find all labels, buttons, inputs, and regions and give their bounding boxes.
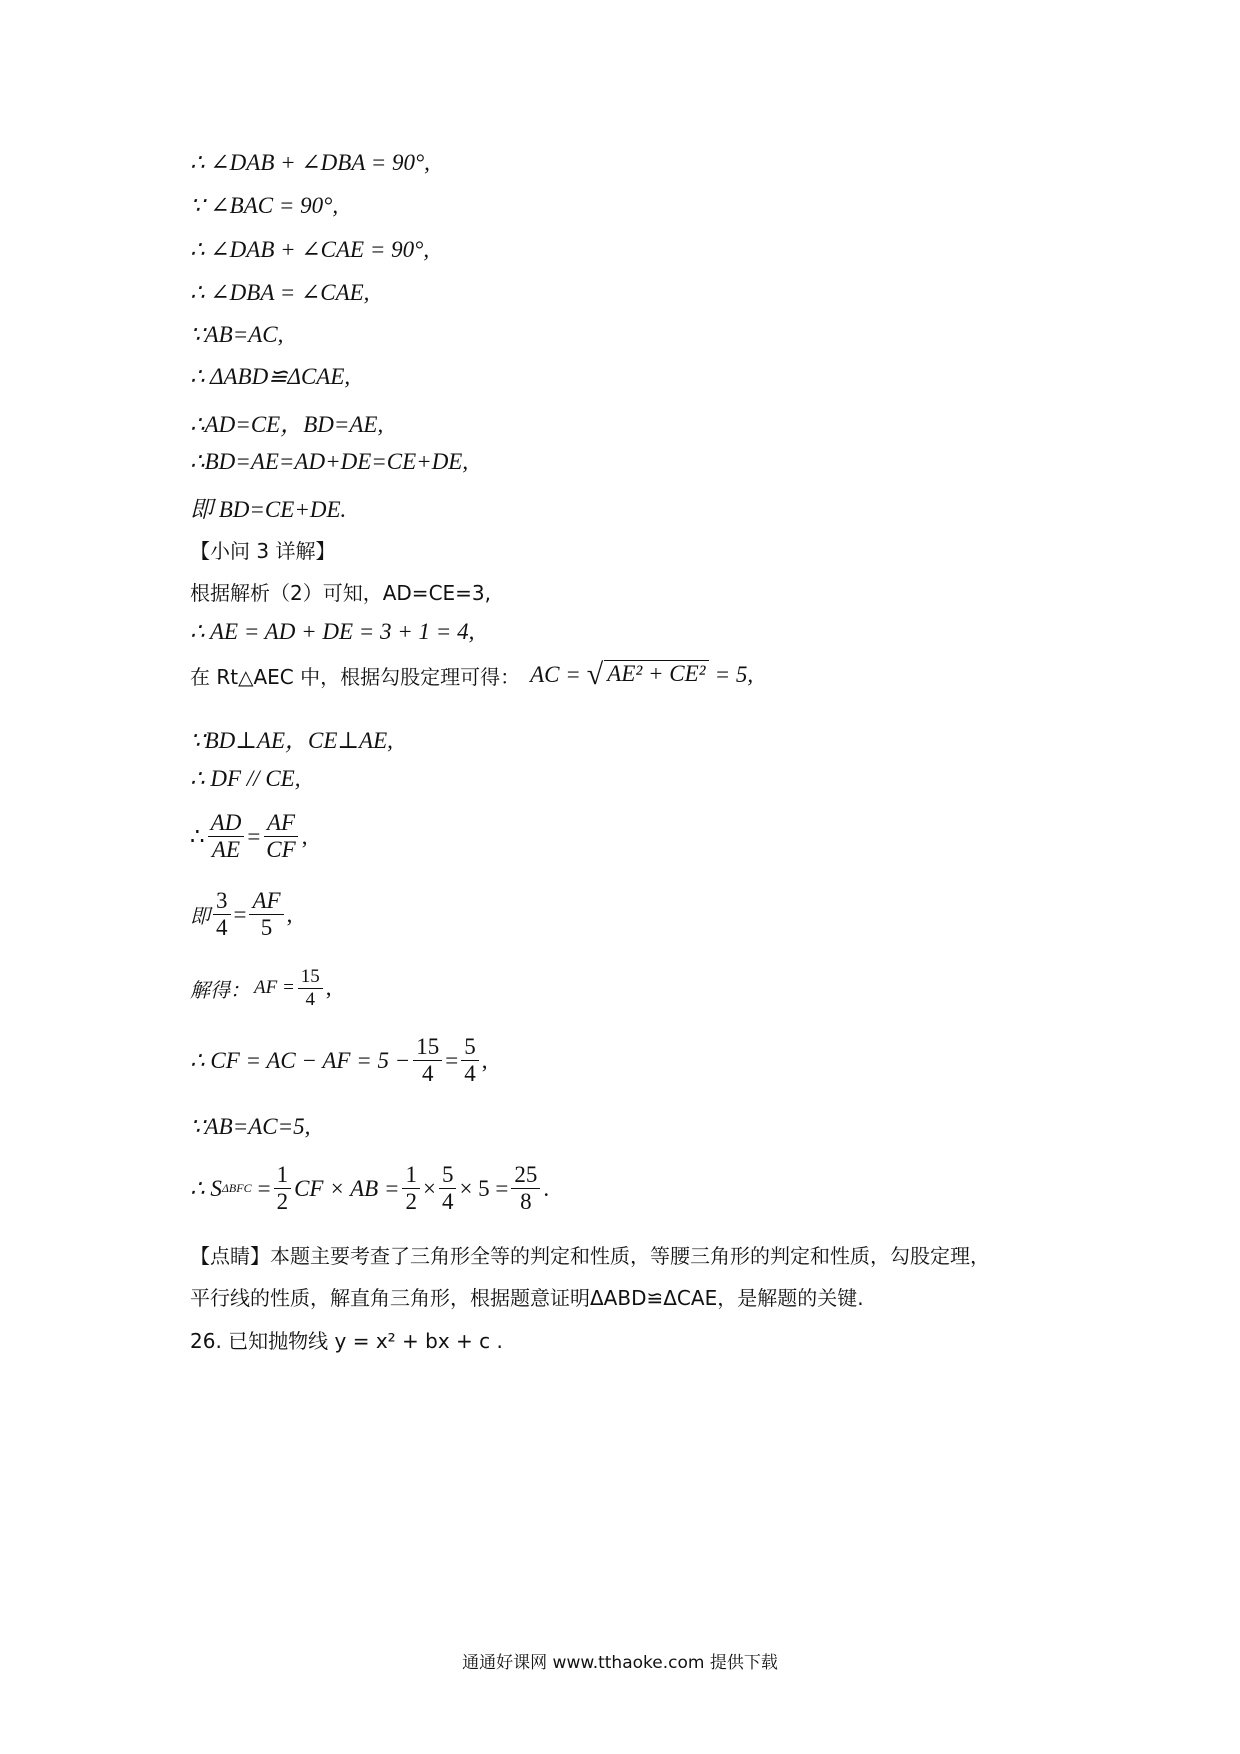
fraction-25-8 [511,1162,540,1216]
proof-line-1: ∴ ∠DAB + ∠DBA = 90°, [190,150,430,175]
proof-line-4: ∴ ∠DBA = ∠CAE, [190,280,370,305]
equals-sign: = [233,901,247,927]
times-sign: × [422,1175,436,1201]
proof-line-3: ∴ ∠DAB + ∠CAE = 90°, [190,237,430,262]
solve-line [190,966,332,1011]
denominator: 2 [405,1189,417,1215]
comma: , [286,901,293,927]
fraction-3-4 [213,888,231,942]
numerator: AD [208,810,245,837]
section-heading: 【小问 3 详解】 [190,539,336,563]
solution-line-3: ∵BD⊥AE，CE⊥AE, [190,728,393,753]
fraction-af-5 [249,888,283,942]
denominator: 4 [464,1061,476,1087]
numerator: 1 [274,1162,292,1189]
commentary-line-1: 【点睛】本题主要考查了三角形全等的判定和性质，等腰三角形的判定和性质，勾股定理， [190,1244,990,1268]
denominator: 8 [520,1189,532,1215]
area-symbol: ∴ S [190,1175,222,1201]
page-footer: 通通好课网 www.tthaoke.com 提供下载 [462,1653,778,1673]
proof-line-2: ∵ ∠BAC = 90°, [190,193,339,218]
numerator: 25 [511,1162,540,1189]
numerator: 3 [213,888,231,915]
comma: , [325,975,332,1001]
radicand: AE² + CE² [604,660,708,690]
pythagoras-rhs: = 5, [714,662,754,687]
numerator: 5 [439,1162,457,1189]
fraction-ad-ae [208,810,245,864]
fraction-1-2 [274,1162,292,1216]
denominator: AE [211,837,241,863]
denominator: 4 [305,988,316,1010]
denominator: 4 [422,1061,434,1087]
fraction-15-4 [413,1034,442,1088]
ratio-line [190,810,307,864]
fraction-5-4 [461,1034,479,1088]
comma: , [481,1047,488,1073]
proof-line-6: ∴ ΔABD≌ΔCAE, [190,364,351,389]
problem-26: 26. 已知抛物线 y = x² + bx + c . [190,1329,503,1353]
numerator: 15 [298,966,323,989]
solution-line-5: ∵AB=AC=5, [190,1114,311,1139]
cf-expression: ∴ CF = AC − AF = 5 − [190,1047,411,1073]
equals-sign: = [247,823,261,849]
times-five: × 5 = [459,1175,509,1201]
solution-line-1: 根据解析（2）可知，AD=CE=3, [190,581,492,605]
radical-sign: √ [586,658,604,691]
comma: , [301,823,308,849]
solve-lhs: AF = [254,977,295,999]
equals-sign: = [445,1047,459,1073]
solution-line-2: ∴ AE = AD + DE = 3 + 1 = 4, [190,619,475,644]
denominator: CF [266,837,296,863]
denominator: 4 [216,915,228,941]
numerator: 5 [461,1034,479,1061]
numerator: AF [264,810,298,837]
pythagoras-lhs: AC = [530,662,581,687]
equals-sign: = [257,1175,271,1201]
proof-line-5: ∵AB=AC, [190,322,284,347]
substitution-line [190,888,292,942]
fraction-1-2 [402,1162,420,1216]
period: . [543,1175,550,1201]
fraction-5-4 [439,1162,457,1216]
proof-line-8: ∴BD=AE=AD+DE=CE+DE, [190,449,469,474]
numerator: AF [249,888,283,915]
numerator: 1 [402,1162,420,1189]
denominator: 2 [276,1189,289,1215]
denominator: 5 [260,915,273,941]
fraction-15-4 [298,966,323,1011]
area-line [190,1162,549,1216]
fraction-af-cf [263,810,298,864]
commentary-line-2: 平行线的性质，解直角三角形，根据题意证明ΔABD≌ΔCAE，是解题的关键. [190,1286,864,1310]
numerator: 15 [413,1034,442,1061]
solution-line-4: ∴ DF // CE, [190,766,301,791]
sqrt-expression [587,660,709,690]
solve-text: 解得： [190,977,250,1002]
therefore-symbol: ∴ [190,823,205,849]
namely-text: 即 [190,904,210,929]
pythagoras-line [190,660,753,690]
area-subscript: ΔBFC [221,1181,252,1196]
denominator: 4 [441,1189,454,1215]
cf-line [190,1034,488,1088]
proof-line-7: ∴AD=CE，BD=AE, [190,412,384,437]
area-middle: CF × AB = [294,1175,400,1201]
proof-line-9: 即 BD=CE+DE. [190,497,347,522]
pythagoras-text: 在 Rt△AEC 中，根据勾股定理可得： [190,664,521,689]
